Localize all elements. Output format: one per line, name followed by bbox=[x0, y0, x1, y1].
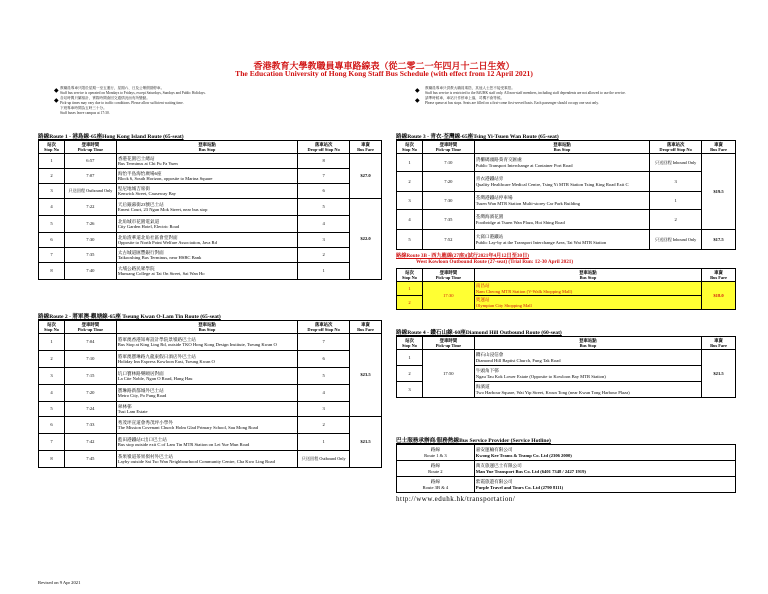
table-row: 路線 Route 1 & 3 嘉安運輸有限公司 Kwong Kee Trams & Tramp Co. Ltd (2306 2000) bbox=[397, 445, 736, 461]
providers-table bbox=[396, 444, 736, 493]
table-row: 4 7:35 荃灣海濱花園 Footbridge at Tsuen Wan Plaza, Hoi Shing Road 2 bbox=[397, 210, 736, 230]
table-row: 3 海濱道 Two Harbour Square, Wai Yip Street, Kwun Tong (near Kwun Tong Harbour Plaza) bbox=[397, 382, 736, 398]
route4-title: 路線Route 4 - 鑽石山線-60座Diamond Hill Outbound Route (60-seat) bbox=[396, 330, 562, 336]
note-2: 各站時間只屬預計，實際時間會因交通情況而有所變動。 Pick-up times may vary due to traffic conditions. Please allow sufficient waiting time. bbox=[60, 96, 184, 105]
route3-title: 路線Route 3 - 青衣-荃灣線-65座Tsing Yi-Tsuen Wan Route (65-seat) bbox=[396, 134, 559, 140]
route1-table bbox=[38, 140, 382, 280]
note-5: 請準時候車，車站只作停車上落，司機不會等候。 Please queue at bus stops. Seats are filled on a first-come first-served basis. Each passenger should occupy one seat only. bbox=[425, 96, 599, 105]
table-row: 路線 Route 2 萬友旅運巴士有限公司 Man Yue Transport Bus Co. Ltd (6401 7348 / 2427 1919) bbox=[397, 461, 736, 477]
table-row: 2 奧運站 Olympian City Shopping Mall bbox=[397, 296, 736, 310]
table-row: 6 7:33 秀茂坪宣道會秀茂坪小學外 The Mission Covenant Church Holm Glad Primary School, Sau Mong Road 2 $21.5 bbox=[39, 417, 382, 434]
table-row: 2 牛頭角下邨 Ngau Tau Kok Lower Estate (Opposite to Kowloon Bay MTR Station) bbox=[397, 366, 736, 382]
bullet-icon: ◆ bbox=[54, 98, 59, 104]
route3b-title: 路線Route 3B - 西九龍線(27座)(試行2021年4月12日至30日) West Kowloon Outbound Route (27-seat) (Trial Run: 12-30 April 2021) bbox=[396, 253, 574, 265]
note-3: 下班專車時間為五時三十分。 Staff buses leave campus at 17:30. bbox=[60, 106, 110, 115]
table-row: 3 7:15 坑口寶林路樂頤居對面 La Cite Noble, Ngan O Road, Hang Hau 5 bbox=[39, 368, 382, 385]
route3b-table: 站次 Stop No 登車時間 Pick-up Time 登車站點 Bus Stop 車資 Bus Fare 1 17:30 南昌站 Nam Cheong MTR Station (V-Walk Shopping Mall) $18.0 2 奧運站 Olympian City Shopping Mall bbox=[396, 268, 736, 310]
table-row: 4 7:22 天后銀幕街23號巴士站 Ernest Court, 23 Ngan Mok Street, near bus stop 5 $22.0 bbox=[39, 199, 382, 216]
table-row: 8 7:40 大埔公路民眾學院 Munsang College at Tai On Street, Sai Wan Ho 1 bbox=[39, 263, 382, 280]
col-fare: 車資 Bus Fare bbox=[350, 141, 382, 154]
table-row: 1 17:50 鑽石山浸信會 Diamond Hill Baptist Church, Fung Tak Road $21.5 bbox=[397, 350, 736, 366]
page-title-zh: 香港教育大學教職員專車路線表（從二零二一年四月十二日生效） bbox=[253, 61, 515, 71]
route1-title: 路線Route 1 - 港島線-65座Hong Kong Island Route (65-seat) bbox=[38, 134, 184, 140]
table-row: 4 7:20 寶琳路新都城外巴士站 Metro City, Po Fung Road 4 bbox=[39, 385, 382, 402]
table-row: 5 7:52 大窩口港鐵站 Public Lay-by at the Transport Interchange Area, Tai Wai MTR Station 只送回程 Inbound Only $17.5 bbox=[397, 230, 736, 250]
table-row: 8 7:45 茶果嶺道茶果嶺村外巴士站 Layby outside Sai Tso Wan Neighbourhood Community Centre, Cha Kwo Ling Road 只送回程 Outbound Only bbox=[39, 451, 382, 468]
bullet-icon: ◆ bbox=[415, 98, 420, 104]
table-row: 7 7:35 太古城道匯豐銀行對面 Taikooshing Bus Terminus, near HSBC Bank 2 bbox=[39, 248, 382, 263]
note-4: 教職員專車只供教大職員乘搭，其他人士恕不接受乘搭。 Staff bus service is restricted to the EdUHK staff only. All non-staff members, including staff dependents are not allowed to use the service. bbox=[425, 86, 626, 95]
route2-table: 站次 Stop No 登車時間 Pick-up Time 登車站點 Bus Stop 落車站次 Drop-off Stop No 車資 Bus Fare 1 7:04 將軍澳香港知專設計學院景嶺路巴士站 Bus Stop at King Ling Rd, outside TKO Hong Kong Design Institute, Tseung Kwan O 7 $23.5 2 7:10 將軍澳寶琳路九龍東假日酒店外巴士站 Holiday Inn Express Kowloon East, Tseung Kwan O 6 3 7:15 坑口寶林路樂頤居對面 La Cite Noble, Ngan O Road, Hang Hau 5 4 7:20 寶琳路新都城外巴士站 Metro City, Po Fung Road 4 5 7:24 翠林邨 Tsui Lam Estate 3 6 7:33 秀茂坪宣道會秀茂坪小學外 The Mission Covenant Church Holm Glad Primary School, Sau Mong Road 2 $21.5 7 7:42 藍田港鐵站C出口巴士站 Bus stop outside exit C of Lam Tin MTR Station on Lei Yue Mun Road 1 8 7:45 茶果嶺道茶果嶺村外巴士站 Layby outside Sai Tso Wan Neighbourhood Community Centre, Cha Kwo Ling Road 只送回程 Outbound Only bbox=[38, 320, 382, 468]
notes-left bbox=[54, 86, 360, 116]
table-row: 7 7:42 藍田港鐵站C出口巴士站 Bus stop outside exit C of Lam Tin MTR Station on Lei Yue Mun Road 1 bbox=[39, 434, 382, 451]
col-dropoff: 落車站次 Drop-off Stop No bbox=[298, 141, 350, 154]
route3-table: 站次 Stop No 登車時間 Pick-up Time 登車站點 Bus Stop 落車站次 Drop-off Stop No 車資 Bus Fare 1 7:10 貨櫃碼頭路葵青交匯處 Public Transport Interchange at Container Port Road 只送回程 Inbound Only $19.5 2 7:20 青衣港鐵站旁 Quality Healthcare Medical Centre, Tsing Yi MTR Station Tsing King Road Exit C 3 3 7:30 荃灣港鐵站停車場 Tsuen Wan MTR Station Multi-storey Car Park Building 1 4 7:35 荃灣海濱花園 Footbridge at Tsuen Wan Plaza, Hoi Shing Road 2 5 7:52 大窩口港鐵站 Public Lay-by at the Transport Interchange Area, Tai Wai MTR Station 只送回程 Inbound Only $17.5 bbox=[396, 140, 736, 250]
table-row: 1 7:04 將軍澳香港知專設計學院景嶺路巴士站 Bus Stop at King Ling Rd, outside TKO Hong Kong Design Institute, Tseung Kwan O 7 $23.5 bbox=[39, 334, 382, 351]
col-pickup: 登車時間 Pick-up Time bbox=[64, 141, 116, 154]
table-row: 3 只送回程 Outbound Only 堅尼地城吉席街 Kenwick Street, Causeway Bay 6 bbox=[39, 184, 382, 199]
table-row: 5 7:26 北角城市花園電氣道 City Garden Hotel, Electric Road 4 bbox=[39, 216, 382, 233]
table-row: 2 7:20 青衣港鐵站旁 Quality Healthcare Medical Centre, Tsing Yi MTR Station Tsing King Road Exit C 3 bbox=[397, 172, 736, 192]
col-busstop: 登車站點 Bus Stop bbox=[116, 141, 297, 154]
table-row: 1 7:10 貨櫃碼頭路葵青交匯處 Public Transport Interchange at Container Port Road 只送回程 Inbound Only $19.5 bbox=[397, 154, 736, 172]
revised-date: Revised on 9 Apr 2021 bbox=[38, 580, 81, 585]
route4-table: 站次 Stop No 登車時間 Pick-up Time 登車站點 Bus Stop 車資 Bus Fare 1 17:50 鑽石山浸信會 Diamond Hill Baptist Church, Fung Tak Road $21.5 2 牛頭角下邨 Ngau Tau Kok Lower Estate (Opposite to Kowloon Bay MTR Station) 3 海濱道 Two Harbour Square, Wai Yip Street, Kwun Tong (near Kwun Tong Harbour Plaza) bbox=[396, 336, 736, 398]
page-title-en: The Education University of Hong Kong Staff Bus Schedule (with effect from 12 April 2021) bbox=[235, 69, 533, 78]
table-row: 2 7:10 將軍澳寶琳路九龍東假日酒店外巴士站 Holiday Inn Express Kowloon East, Tseung Kwan O 6 bbox=[39, 351, 382, 368]
route2-title: 路線Route 2 - 將軍澳-觀塘線-65座 Tseung Kwan O-Lam Tin Route (65-seat) bbox=[38, 314, 221, 320]
transportation-link[interactable]: http://www.eduhk.hk/transportation/ bbox=[396, 495, 516, 503]
note-1: 教職員專車只限於星期一至五運行，星期六、日及公眾假期停車。 Staff bus service is operated on Mondays to Fridays, except Saturdays, Sundays and Public Holidays. bbox=[60, 86, 206, 95]
col-stop: 站次 Stop No bbox=[39, 141, 65, 154]
table-row: 1 6:57 香港花園巴士總站 Bus Terminus at Chi Fu Fa Yuen 8 $27.0 bbox=[39, 154, 382, 169]
notes-right bbox=[415, 86, 745, 105]
table-row: 2 7:07 海怡半島海怡廣場6座 Block 6, South Horizon, opposite to Marina Square 7 bbox=[39, 169, 382, 184]
table-row: 5 7:24 翠林邨 Tsui Lam Estate 3 bbox=[39, 402, 382, 417]
table-row: 路線 Route 3B & 4 紫霞旅遊有限公司 Purple Travel and Tours Co. Ltd (2790 8111) bbox=[397, 477, 736, 493]
providers-title: 巴士服務承辦商/服務熱線Bus Service Provider (Service Hotline) bbox=[396, 438, 551, 444]
table-row: 6 7:30 北角渣華道北角社區會堂對面 Opposite to North Point Welfare Association, Java Rd 3 bbox=[39, 233, 382, 248]
bullet-icon: ◆ bbox=[415, 88, 420, 94]
table-row: 3 7:30 荃灣港鐵站停車場 Tsuen Wan MTR Station Multi-storey Car Park Building 1 bbox=[397, 192, 736, 210]
table-row: 1 17:30 南昌站 Nam Cheong MTR Station (V-Walk Shopping Mall) $18.0 bbox=[397, 282, 736, 296]
bullet-icon: ◆ bbox=[54, 88, 59, 94]
